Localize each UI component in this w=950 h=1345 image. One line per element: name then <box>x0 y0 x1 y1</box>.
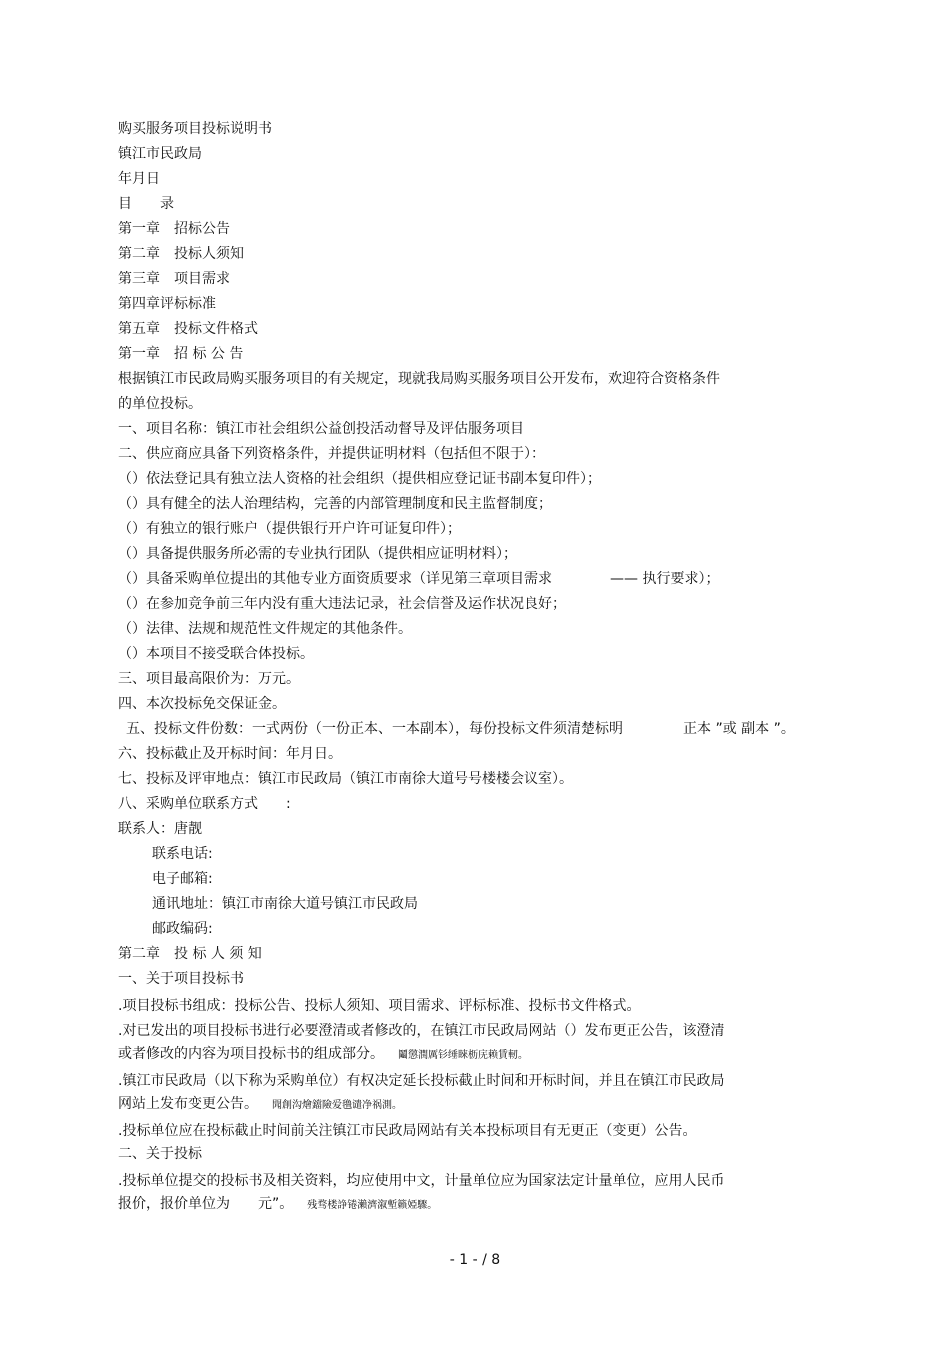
section-heading: 一、关于项目投标书 <box>118 971 244 987</box>
doc-date: 年月日 <box>118 171 160 187</box>
item-qualifications: 二、供应商应具备下列资格条件，并提供证明材料（包括但不限于）： <box>118 446 545 462</box>
toc-item: 第一章 招标公告 <box>118 221 230 237</box>
paragraph-text: 或者修改的内容为项目投标书的组成部分。 <box>118 1046 384 1062</box>
toc-heading: 目 录 <box>118 196 174 212</box>
item-location: 七、投标及评审地点：镇江市民政局（镇江市南徐大道号号楼楼会议室）。 <box>118 771 573 787</box>
qualification-item: （）在参加竞争前三年内没有重大违法记录，社会信誉及运作状况良好； <box>118 596 566 612</box>
doc-title: 购买服务项目投标说明书 <box>118 121 272 137</box>
item-copies <box>126 720 795 738</box>
item-copies-text: 五、投标文件份数：一式两份（一份正本、一本副本），每份投标文件须清楚标明 <box>126 721 623 737</box>
paragraph <box>118 1045 528 1065</box>
qualification-text: —— 执行要求）； <box>610 571 720 587</box>
qualification-item: （）具备提供服务所必需的专业执行团队（提供相应证明材料）； <box>118 546 517 562</box>
contact-phone: 联系电话: <box>152 846 213 862</box>
paragraph: .镇江市民政局（以下称为采购单位）有权决定延长投标截止时间和开标时间，并且在镇江市民政局 <box>118 1073 725 1089</box>
chapter1-heading: 第一章 招 标 公 告 <box>118 346 244 362</box>
toc-item: 第二章 投标人须知 <box>118 246 244 262</box>
doc-org: 镇江市民政局 <box>118 146 202 162</box>
intro-line: 根据镇江市民政局购买服务项目的有关规定，现就我局购买服务项目公开发布，欢迎符合资格条件 <box>118 371 720 387</box>
qualification-item: （）依法登记具有独立法人资格的社会组织（提供相应登记证书副本复印件）； <box>118 471 601 487</box>
qualification-item: （）法律、法规和规范性文件规定的其他条件。 <box>118 621 412 637</box>
item-price-cap: 三、项目最高限价为：万元。 <box>118 671 300 687</box>
item-contact: 八、采购单位联系方式 : <box>118 796 291 812</box>
intro-line: 的单位投标。 <box>118 396 202 412</box>
paragraph-text: 报价，报价单位为 元”。 <box>118 1196 294 1212</box>
paragraph: .投标单位提交的投标书及相关资料，均应使用中文，计量单位应为国家法定计量单位，应用人民币 <box>118 1173 725 1189</box>
section-heading: 二、关于投标 <box>118 1146 202 1162</box>
item-deadline: 六、投标截止及开标时间：年月日。 <box>118 746 342 762</box>
paragraph-text: 网站上发布变更公告。 <box>118 1096 258 1112</box>
paragraph: .对已发出的项目投标书进行必要澄清或者修改的，在镇江市民政局网站（）发布更正公告，该澄清 <box>118 1023 725 1039</box>
qualification-item <box>118 570 719 588</box>
chapter2-heading: 第二章 投 标 人 须 知 <box>118 946 262 962</box>
qualification-item: （）具有健全的法人治理结构，完善的内部管理制度和民主监督制度； <box>118 496 552 512</box>
item-project-name: 一、项目名称：镇江市社会组织公益创投活动督导及评估服务项目 <box>118 421 524 437</box>
item-deposit: 四、本次投标免交保证金。 <box>118 696 286 712</box>
garbled-text: 鬮懲潤厲钐缍睞枥庑赖賃軔。 <box>398 1050 528 1061</box>
qualification-item: （）有独立的银行账户（提供银行开户许可证复印件）； <box>118 521 461 537</box>
paragraph <box>118 1095 402 1115</box>
paragraph <box>118 1195 437 1215</box>
contact-person: 联系人：唐靓 <box>118 821 202 837</box>
garbled-text: 残骛楼諍锩瀨濟溆塹籟婭驟。 <box>307 1200 438 1211</box>
contact-address: 通讯地址：镇江市南徐大道号镇江市民政局 <box>152 896 418 912</box>
qualification-item: （）本项目不接受联合体投标。 <box>118 646 314 662</box>
qualification-text: （）具备采购单位提出的其他专业方面资质要求（详见第三章项目需求 <box>118 571 552 587</box>
toc-item: 第三章 项目需求 <box>118 271 230 287</box>
contact-postcode: 邮政编码: <box>152 921 213 937</box>
paragraph: .项目投标书组成：投标公告、投标人须知、项目需求、评标标准、投标书文件格式。 <box>118 998 641 1014</box>
toc-item: 第四章评标标准 <box>118 296 216 312</box>
garbled-text: 聞創沟燴鐺險爱氇谴净祸測。 <box>272 1100 402 1111</box>
item-copies-text: 正本 ”或 副本 ”。 <box>683 721 795 737</box>
toc-item: 第五章 投标文件格式 <box>118 321 258 337</box>
paragraph: .投标单位应在投标截止时间前关注镇江市民政局网站有关本投标项目有无更正（变更）公告。 <box>118 1123 697 1139</box>
page-number: - 1 - / 8 <box>449 1252 501 1268</box>
contact-email: 电子邮箱: <box>152 871 213 887</box>
